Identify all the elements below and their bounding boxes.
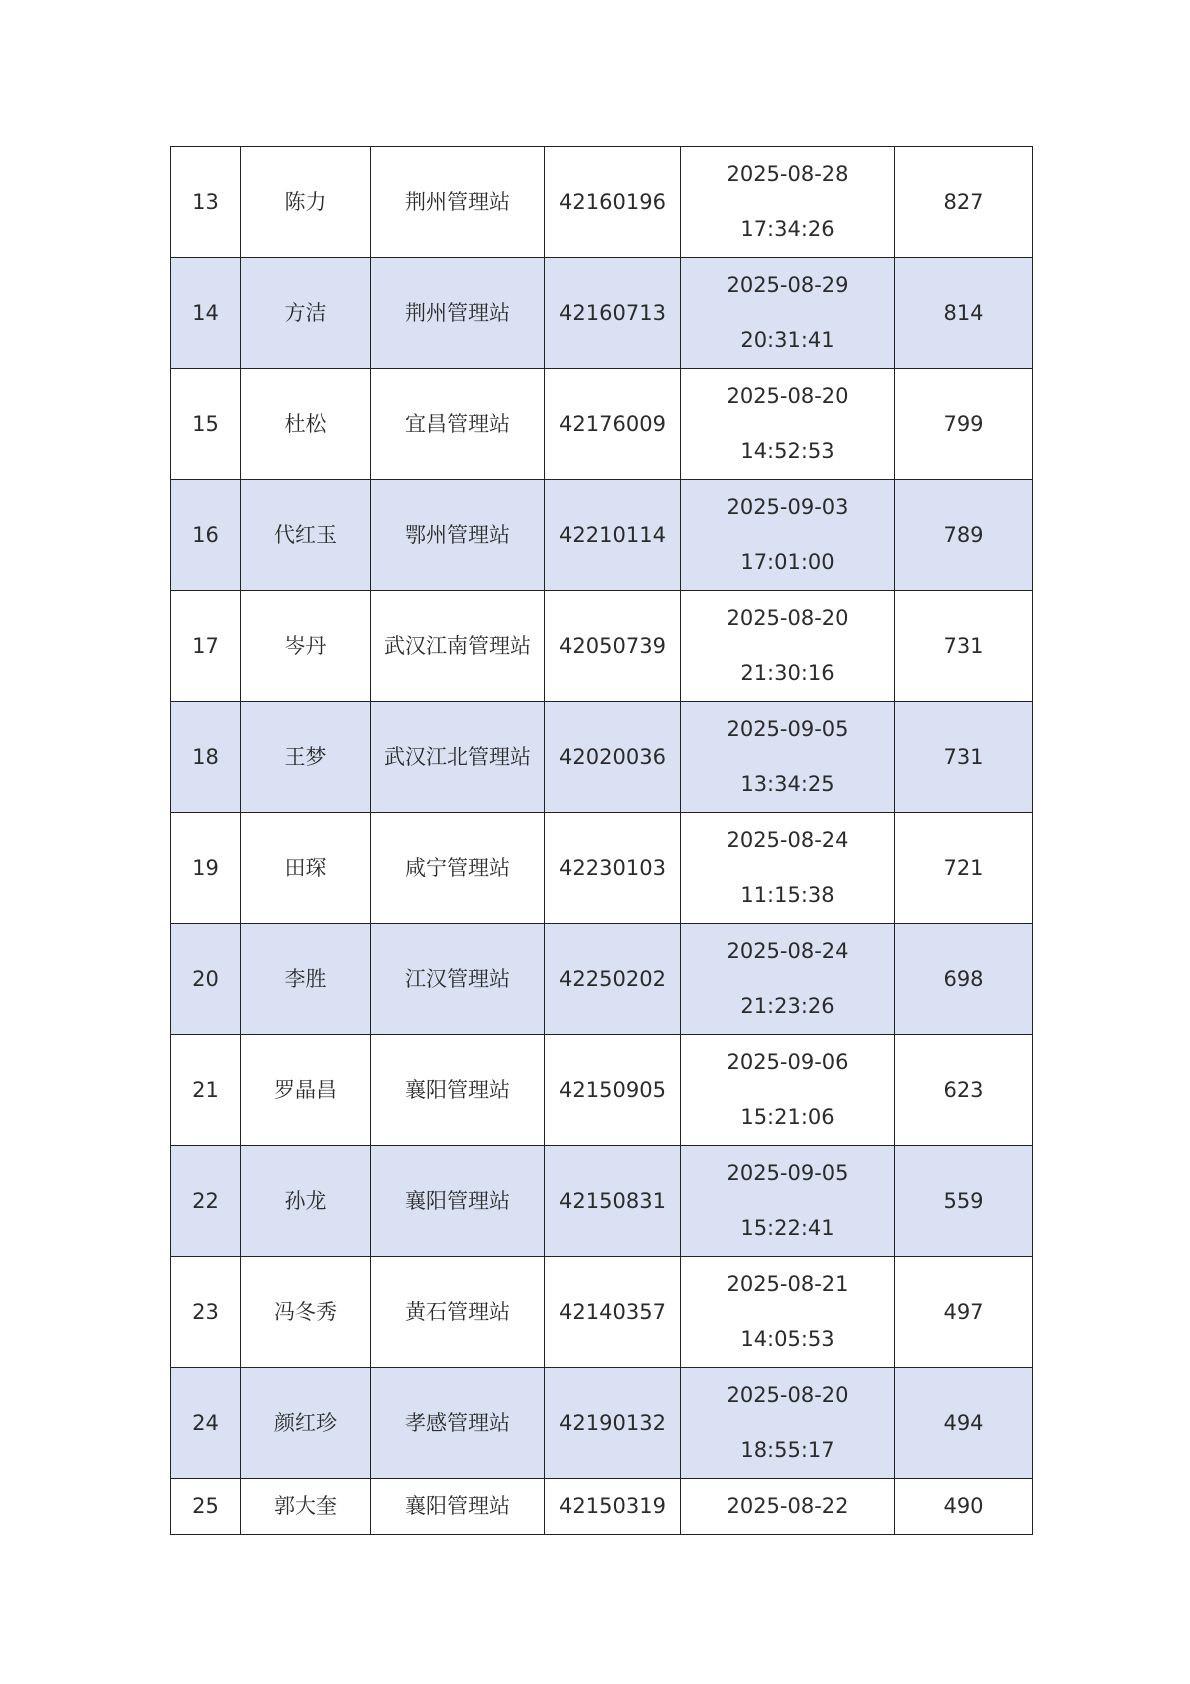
- name-cell: 罗晶昌: [241, 1035, 371, 1146]
- table-row: [171, 591, 1033, 702]
- table-row: [171, 1479, 1033, 1535]
- time-text: 21:23:26: [740, 994, 835, 1018]
- id-cell: 42160196: [545, 147, 681, 258]
- table-row: [171, 369, 1033, 480]
- time-text: 11:15:38: [740, 883, 835, 907]
- datetime-cell: [681, 1368, 895, 1479]
- name-cell: 代红玉: [241, 480, 371, 591]
- name-cell: 颜红珍: [241, 1368, 371, 1479]
- station-cell: 黄石管理站: [371, 1257, 545, 1368]
- station-cell: 咸宁管理站: [371, 813, 545, 924]
- id-cell: 42160713: [545, 258, 681, 369]
- station-cell: 宜昌管理站: [371, 369, 545, 480]
- time-text: 15:21:06: [740, 1105, 835, 1129]
- time-text: 14:05:53: [740, 1327, 835, 1351]
- time-text: 14:52:53: [740, 439, 835, 463]
- station-cell: 武汉江北管理站: [371, 702, 545, 813]
- rank-cell: 18: [171, 702, 241, 813]
- time-text: 17:34:26: [740, 217, 835, 241]
- station-cell: 襄阳管理站: [371, 1146, 545, 1257]
- datetime-cell: [681, 591, 895, 702]
- rank-cell: 25: [171, 1479, 241, 1535]
- score-cell: 814: [895, 258, 1033, 369]
- datetime-cell: [681, 480, 895, 591]
- ranking-table: [170, 146, 1033, 1535]
- score-cell: 731: [895, 702, 1033, 813]
- date-text: 2025-08-21: [726, 1272, 849, 1296]
- time-text: 20:31:41: [740, 328, 835, 352]
- score-cell: 494: [895, 1368, 1033, 1479]
- name-cell: 孙龙: [241, 1146, 371, 1257]
- id-cell: 42210114: [545, 480, 681, 591]
- table-row: [171, 258, 1033, 369]
- date-text: 2025-09-06: [726, 1050, 849, 1074]
- name-cell: 冯冬秀: [241, 1257, 371, 1368]
- id-cell: 42020036: [545, 702, 681, 813]
- time-text: 17:01:00: [740, 550, 835, 574]
- score-cell: 731: [895, 591, 1033, 702]
- table-row: [171, 480, 1033, 591]
- datetime-cell: [681, 813, 895, 924]
- rank-cell: 22: [171, 1146, 241, 1257]
- datetime-cell: [681, 147, 895, 258]
- table-row: [171, 1257, 1033, 1368]
- id-cell: 42150319: [545, 1479, 681, 1535]
- time-text: 18:55:17: [740, 1438, 835, 1462]
- datetime-cell: [681, 1035, 895, 1146]
- station-cell: 襄阳管理站: [371, 1035, 545, 1146]
- rank-cell: 20: [171, 924, 241, 1035]
- station-cell: 荆州管理站: [371, 258, 545, 369]
- score-cell: 721: [895, 813, 1033, 924]
- id-cell: 42140357: [545, 1257, 681, 1368]
- station-cell: 荆州管理站: [371, 147, 545, 258]
- date-text: 2025-08-20: [726, 606, 849, 630]
- datetime-cell: [681, 1257, 895, 1368]
- date-text: 2025-09-05: [726, 717, 849, 741]
- datetime-cell: [681, 702, 895, 813]
- id-cell: 42050739: [545, 591, 681, 702]
- station-cell: 武汉江南管理站: [371, 591, 545, 702]
- date-text: 2025-08-20: [726, 384, 849, 408]
- date-text: 2025-09-03: [726, 495, 849, 519]
- table-row: [171, 813, 1033, 924]
- date-text: 2025-09-05: [726, 1161, 849, 1185]
- id-cell: 42150905: [545, 1035, 681, 1146]
- rank-cell: 21: [171, 1035, 241, 1146]
- id-cell: 42150831: [545, 1146, 681, 1257]
- rank-cell: 24: [171, 1368, 241, 1479]
- ranking-table-body: [171, 147, 1033, 1535]
- date-text: 2025-08-22: [726, 1494, 849, 1518]
- table-row: [171, 147, 1033, 258]
- name-cell: 杜松: [241, 369, 371, 480]
- station-cell: 襄阳管理站: [371, 1479, 545, 1535]
- name-cell: 李胜: [241, 924, 371, 1035]
- time-text: 21:30:16: [740, 661, 835, 685]
- datetime-cell: [681, 1146, 895, 1257]
- name-cell: 方洁: [241, 258, 371, 369]
- station-cell: 江汉管理站: [371, 924, 545, 1035]
- rank-cell: 19: [171, 813, 241, 924]
- date-text: 2025-08-24: [726, 939, 849, 963]
- name-cell: 王梦: [241, 702, 371, 813]
- name-cell: 岑丹: [241, 591, 371, 702]
- rank-cell: 13: [171, 147, 241, 258]
- score-cell: 789: [895, 480, 1033, 591]
- datetime-cell: [681, 369, 895, 480]
- id-cell: 42190132: [545, 1368, 681, 1479]
- rank-cell: 15: [171, 369, 241, 480]
- score-cell: 827: [895, 147, 1033, 258]
- name-cell: 田琛: [241, 813, 371, 924]
- table-row: [171, 702, 1033, 813]
- score-cell: 559: [895, 1146, 1033, 1257]
- rank-cell: 16: [171, 480, 241, 591]
- time-text: 13:34:25: [740, 772, 835, 796]
- datetime-cell: [681, 1479, 895, 1535]
- rank-cell: 14: [171, 258, 241, 369]
- time-text: 15:22:41: [740, 1216, 835, 1240]
- station-cell: 鄂州管理站: [371, 480, 545, 591]
- datetime-cell: [681, 258, 895, 369]
- table-row: [171, 1146, 1033, 1257]
- score-cell: 698: [895, 924, 1033, 1035]
- id-cell: 42230103: [545, 813, 681, 924]
- id-cell: 42176009: [545, 369, 681, 480]
- table-row: [171, 1035, 1033, 1146]
- score-cell: 497: [895, 1257, 1033, 1368]
- datetime-cell: [681, 924, 895, 1035]
- rank-cell: 17: [171, 591, 241, 702]
- table-row: [171, 1368, 1033, 1479]
- name-cell: 陈力: [241, 147, 371, 258]
- date-text: 2025-08-20: [726, 1383, 849, 1407]
- score-cell: 490: [895, 1479, 1033, 1535]
- rank-cell: 23: [171, 1257, 241, 1368]
- name-cell: 郭大奎: [241, 1479, 371, 1535]
- table-row: [171, 924, 1033, 1035]
- station-cell: 孝感管理站: [371, 1368, 545, 1479]
- id-cell: 42250202: [545, 924, 681, 1035]
- date-text: 2025-08-28: [726, 162, 849, 186]
- score-cell: 799: [895, 369, 1033, 480]
- date-text: 2025-08-29: [726, 273, 849, 297]
- date-text: 2025-08-24: [726, 828, 849, 852]
- score-cell: 623: [895, 1035, 1033, 1146]
